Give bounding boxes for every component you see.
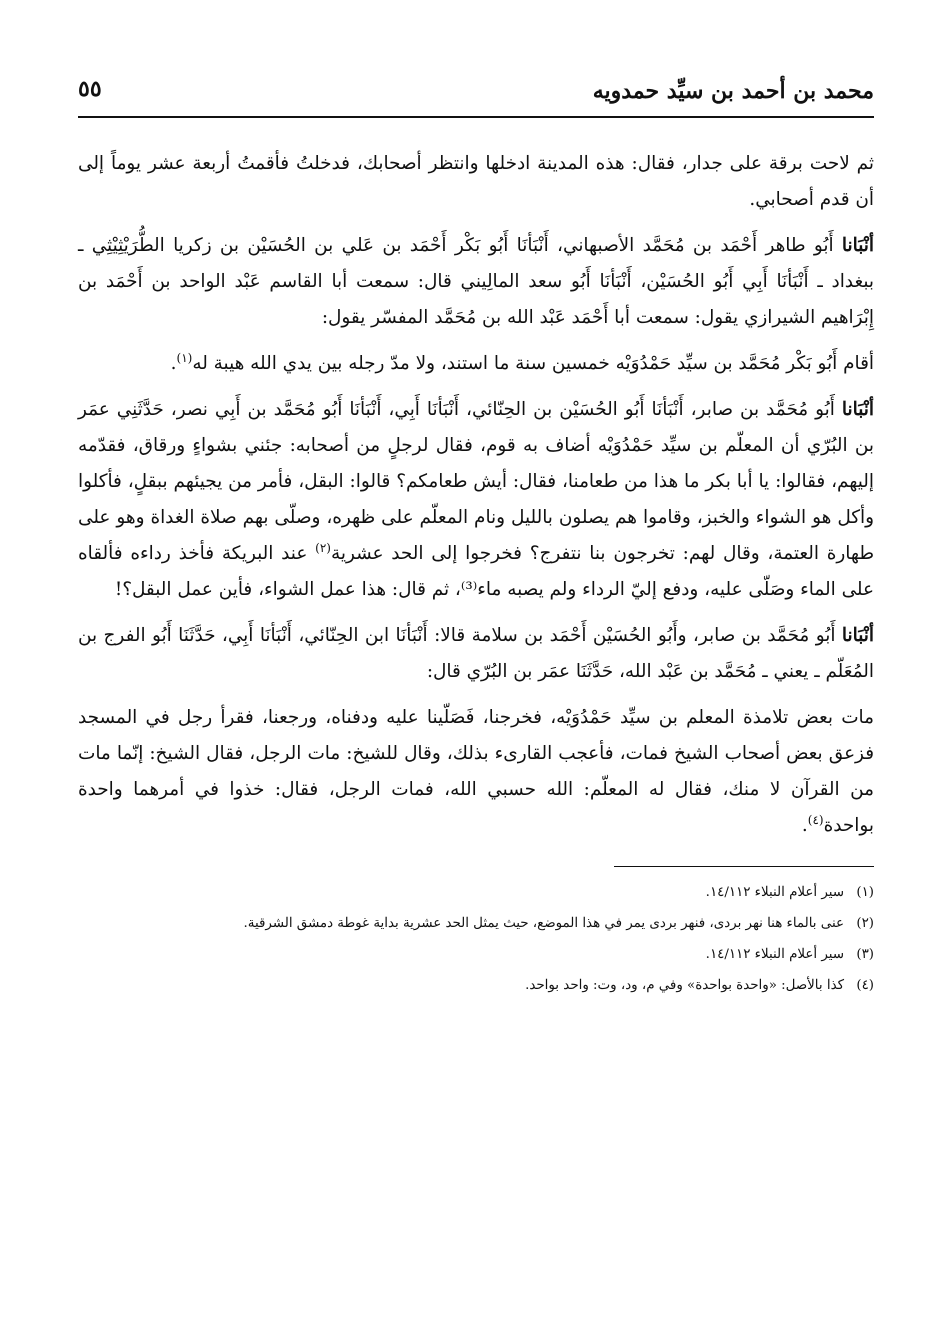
page-header xyxy=(78,70,874,110)
footnote-divider xyxy=(614,866,874,867)
footnote-text: سير أعلام النبلاء ١٤/١١٢. xyxy=(705,885,844,900)
paragraph-text: مات بعض تلامذة المعلم بن سيِّد حَمْدُوَيْه، فخرجنا، فَصَلّينا عليه ودفناه، ورجعنا، فقرأ رجل في المسجد فزعق بعض أصحاب الشيخ فمات، فأعجب القارىء بذلك، وقال للشيخ: مات الرجل، فقال الشيخ: إنّما مات من القرآن لا منك، فقال له المعلّم: الله حسبي الله، فمات الرجل، فقال: خذوا في أمرهما واحدة بواحدة xyxy=(78,707,874,836)
footnote-number: (١) xyxy=(856,885,874,900)
paragraph xyxy=(78,228,874,336)
paragraph xyxy=(78,146,874,218)
page-number: ٥٥ xyxy=(78,76,102,102)
header-divider xyxy=(78,116,874,118)
footnote-item xyxy=(78,877,874,908)
paragraph-text: أَبُو مُحَمَّد بن صابر، أَنْبَأنَا أَبُو الحُسَيْن بن الحِنّائي، أَنْبَأنَا أَبِي، أَنْبَأنَا أَبُو مُحَمَّد بن أَبِي نصر، حَدَّثَنِي عمَر بن البُرّي أن المعلّم بن سيِّد حَمْدُوَيْه أضاف به قوم، فقال لرجلٍ من أصحابه: جئني بشواءٍ ورقاق، فقدّمه إليهم، فقالوا: يا أبا بكر ما هذا من طعامنا، فقال: أيش طعامكم؟ قالوا: البقل، فأمر من يجيئهم ببقلٍ، فأكلوا وأكل هو الشواء والخبز، وقاموا هم يصلون بالليل ونام المعلّم على ظهره، وصلّى بهم صلاة الغداة وهو على طهارة العتمة، وقال لهم: تخرجون بنا نتفرج؟ فخرجوا إلى الحد عشرية xyxy=(78,399,875,564)
footnote-item xyxy=(78,939,874,970)
paragraph-lead: أنْبَانا xyxy=(841,399,874,420)
paragraph-tail: . xyxy=(170,353,177,374)
paragraph-tail: . xyxy=(801,815,808,836)
paragraph xyxy=(78,618,874,690)
footnote-text: كذا بالأصل: «واحدة بواحدة» وفي م، ود، وت: واحد بواحد. xyxy=(525,978,844,993)
paragraph xyxy=(78,392,874,608)
paragraph-lead: أنْبَانا xyxy=(841,625,874,646)
paragraph-tail: عند البريكة فأخذ رداءه فألقاه على الماء وصَلّى عليه، ودفع إليّ الرداء ولم يصبه ماء⁽³⁾، ثم قال: هذا عمل الشواء، فأين عمل البقل؟! xyxy=(78,543,874,600)
footnote-item xyxy=(78,908,874,939)
running-title: محمد بن أحمد بن سيِّد حمدويه xyxy=(592,78,874,104)
paragraph-text: أَبُو طاهر أَحْمَد بن مُحَمَّد الأصبهاني، أَنْبَأنَا أَبُو بَكْر أَحْمَد بن عَلي بن الحُسَيْن بن زكريا الطُّرَيْثِيْثِي ـ ببغداد ـ أَنْبَأنَا أَبِي أَبُو الحُسَيْن، أَنْبَأنَا أَبُو سعد المالِيني قال: سمعت أبا القاسم عَبْد الواحد بن أَحْمَد بن إِبْرَاهيم الشيرازي يقول: سمعت أبا أَحْمَد عَبْد الله بن مُحَمَّد المفسّر يقول: xyxy=(78,235,874,328)
footnote-ref[interactable]: (٤) xyxy=(807,812,824,827)
paragraph-text: أَبُو مُحَمَّد بن صابر، وأَبُو الحُسَيْن أَحْمَد بن سلامة قالا: أَنْبَأنَا ابن الحِنّائي، أَنْبَأنَا أَبِي، حَدَّثَنَا أَبُو الفرج بن المُعَلّم ـ يعني ـ مُحَمَّد بن عَبْد الله، حَدَّثَنَا عمَر بن البُرّي قال: xyxy=(78,625,874,682)
paragraph xyxy=(78,346,874,382)
footnote-number: (٣) xyxy=(856,947,874,962)
footnote-number: (٢) xyxy=(856,916,874,931)
footnotes xyxy=(78,877,874,1001)
footnote-number: (٤) xyxy=(856,978,874,993)
paragraph-text: ثم لاحت برقة على جدار، فقال: هذه المدينة ادخلها وانتظر أصحابك، فدخلتُ فأقمتُ أربعة عشر يوماً إلى أن قدم أصحابي. xyxy=(78,153,874,210)
footnote-item xyxy=(78,970,874,1001)
footnote-text: عنى بالماء هنا نهر بردى، فنهر بردى يمر في هذا الموضع، حيث يمثل الحد عشرية بداية غوطة دمشق الشرقية. xyxy=(243,916,844,931)
footnote-text: سير أعلام النبلاء ١٤/١١٢. xyxy=(705,947,844,962)
paragraph-lead: أنْبَانا xyxy=(841,235,874,256)
paragraph xyxy=(78,700,874,844)
paragraph-text: أقام أَبُو بَكْر مُحَمَّد بن سيِّد حَمْدُوَيْه خمسين سنة ما استند، ولا مدّ رجله بين يدي الله هيبة له xyxy=(192,353,874,374)
footnote-ref[interactable]: (١) xyxy=(176,350,193,365)
footnote-ref[interactable]: (٢) xyxy=(315,540,331,555)
body-text xyxy=(78,146,874,844)
